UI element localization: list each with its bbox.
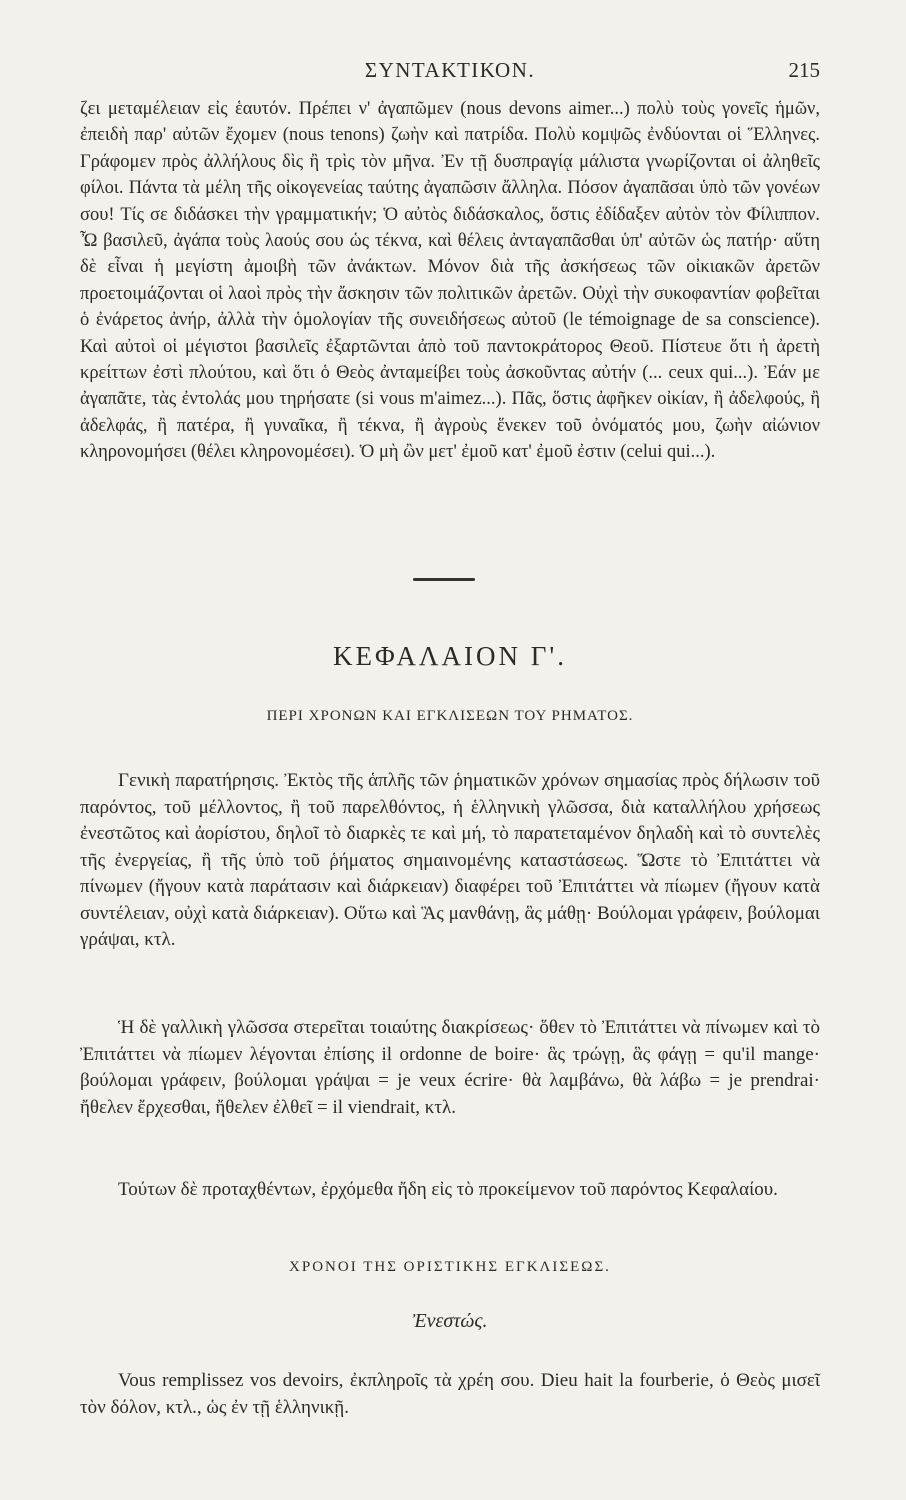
paragraph-transition: Τούτων δὲ προταχθέντων, ἐρχόμεθα ἤδη εἰς τὸ προκείμενον τοῦ παρόντος Κεφαλαίου.: [118, 1179, 778, 1200]
subsection-title: Ἐνεστώς.: [412, 1310, 488, 1332]
paragraph-general-remark: Γενικὴ παρατήρησις. Ἐκτὸς τῆς ἁπλῆς τῶν ῥηματικῶν χρόνων σημασίας πρὸς δήλωσιν τοῦ παρόντος, τοῦ μέλλοντος, ἢ τοῦ παρελθόντος, ἡ ἑλληνικὴ γλῶσσα, διὰ καταλλήλου χρήσεως ἐνεστῶτος καὶ ἀορίστου, δηλοῖ τὸ διαρκὲς τε καὶ μή, τὸ παρατεταμένον δηλαδὴ καὶ τὸ συντελὲς τῆς ἐνεργείας, ἢ τῆς ὑπὸ τοῦ ῥήματος σημαινομένης καταστάσεως. Ὥστε τὸ Ἐπιτάττει νὰ πίνωμεν (ἤγουν κατὰ παράτασιν καὶ διάρκειαν) διαφέρει τοῦ Ἐπιτάττει νὰ πίωμεν (ἤγουν κατὰ συντέλειαν, οὐχὶ κατὰ διάρκειαν). Οὕτω καὶ Ἃς μανθάνῃ, ἃς μάθῃ· Βούλομαι γράφειν, βούλομαι γράψαι, κτλ.: [80, 770, 820, 950]
paragraph-french-comparison: Ἡ δὲ γαλλικὴ γλῶσσα στερεῖται τοιαύτης διακρίσεως· ὅθεν τὸ Ἐπιτάττει νὰ πίνωμεν καὶ τὸ Ἐπιτάττει νὰ πίωμεν λέγονται ἐπίσης il ordonne de boire· ἃς τρώγῃ, ἃς φάγῃ = qu'il mange· βούλομαι γράφειν, βούλομαι γράψαι = je veux écrire· θὰ λαμβάνω, θὰ λάβω = je prendrai· ἤθελεν ἔρχεσθαι, ἤθελεν ἐλθεῖ = il viendrait, κτλ.: [80, 1017, 820, 1118]
section-divider: [413, 578, 475, 581]
section-title: ΧΡΟΝΟΙ ΤΗΣ ΟΡΙΣΤΙΚΗΣ ΕΓΚΛΙΣΕΩΣ.: [289, 1259, 611, 1275]
page-number: 215: [788, 58, 820, 82]
page-header: [80, 50, 820, 90]
chapter-title: ΚΕΦΑΛΑΙΟΝ Γ'.: [333, 641, 567, 671]
paragraph-examples: ζει μεταμέλειαν εἰς ἑαυτόν. Πρέπει ν' ἀγαπῶμεν (nous devons aimer...) πολὺ τοὺς γονεῖς ἡμῶν, ἐπειδὴ παρ' αὐτῶν ἔχομεν (nous tenons) ζωὴν καὶ πατρίδα. Πολὺ κομψῶς ἐνδύονται οἱ Ἕλληνες. Γράφομεν πρὸς ἀλλήλους δὶς ἢ τρὶς τὸν μῆνα. Ἐν τῇ δυσπραγίᾳ μάλιστα γνωρίζονται οἱ ἀληθεῖς φίλοι. Πάντα τὰ μέλη τῆς οἰκογενείας ταύτης ἀγαπῶσιν ἄλληλα. Πόσον ἀγαπᾶσαι ὑπὸ τῶν γονέων σου! Τίς σε διδάσκει τὴν γραμματικήν; Ὁ αὐτὸς διδάσκαλος, ὅστις ἐδίδαξεν αὐτὸν τὸν Φίλιππον. Ὦ βασιλεῦ, ἀγάπα τοὺς λαούς σου ὡς τέκνα, καὶ θέλεις ἀνταγαπᾶσθαι ὑπ' αὐτῶν ὡς πατήρ· αὕτη δὲ εἶναι ἡ μεγίστη ἀμοιβὴ τῶν ἀνάκτων. Μόνον διὰ τῆς ἀσκήσεως τῶν οἰκιακῶν ἀρετῶν προετοιμάζονται οἱ λαοὶ πρὸς τὴν ἄσκησιν τῶν πολιτικῶν ἀρετῶν. Οὐχὶ τὴν συκοφαντίαν φοβεῖται ὁ ἐνάρετος ἀνήρ, ἀλλὰ τὴν ὁμολογίαν τῆς συνειδήσεως αὐτοῦ (le témoignage de sa conscience). Καὶ αὐτοὶ οἱ μέγιστοι βασιλεῖς ἐξαρτῶνται ἀπὸ τοῦ παντοκράτορος Θεοῦ. Πίστευε ὅτι ἡ ἀρετὴ κρείττων ἐστὶ πλούτου, καὶ ὅτι ὁ Θεὸς ἀνταμείβει τοὺς ἀσκοῦντας αὐτήν (... ceux qui...). Ἐάν με ἀγαπᾶτε, τὰς ἐντολάς μου τηρήσατε (si vous m'aimez...). Πᾶς, ὅστις ἀφῆκεν οἰκίαν, ἢ ἀδελφούς, ἢ ἀδελφάς, ἢ πατέρα, ἢ γυναῖκα, ἢ τέκνα, ἢ ἀγροὺς ἕνεκεν τοῦ ὀνόματός μου, ζωὴν αἰώνιον κληρονομήσει (θέλει κληρονομέσει). Ὁ μὴ ὢν μετ' ἐμοῦ κατ' ἐμοῦ ἐστιν (celui qui...).: [80, 99, 820, 463]
chapter-subtitle: ΠΕΡΙ ΧΡΟΝΩΝ ΚΑΙ ΕΓΚΛΙΣΕΩΝ ΤΟΥ ΡΗΜΑΤΟΣ.: [266, 708, 634, 724]
paragraph-present-tense-examples: Vous remplissez vos devoirs, ἐκπληροῖς τὰ χρέη σου. Dieu hait la fourberie, ὁ Θεὸς μισεῖ τὸν δόλον, κτλ., ὡς ἐν τῇ ἑλληνικῇ.: [80, 1370, 820, 1418]
running-title: ΣΥΝΤΑΚΤΙΚΟΝ.: [364, 58, 536, 82]
